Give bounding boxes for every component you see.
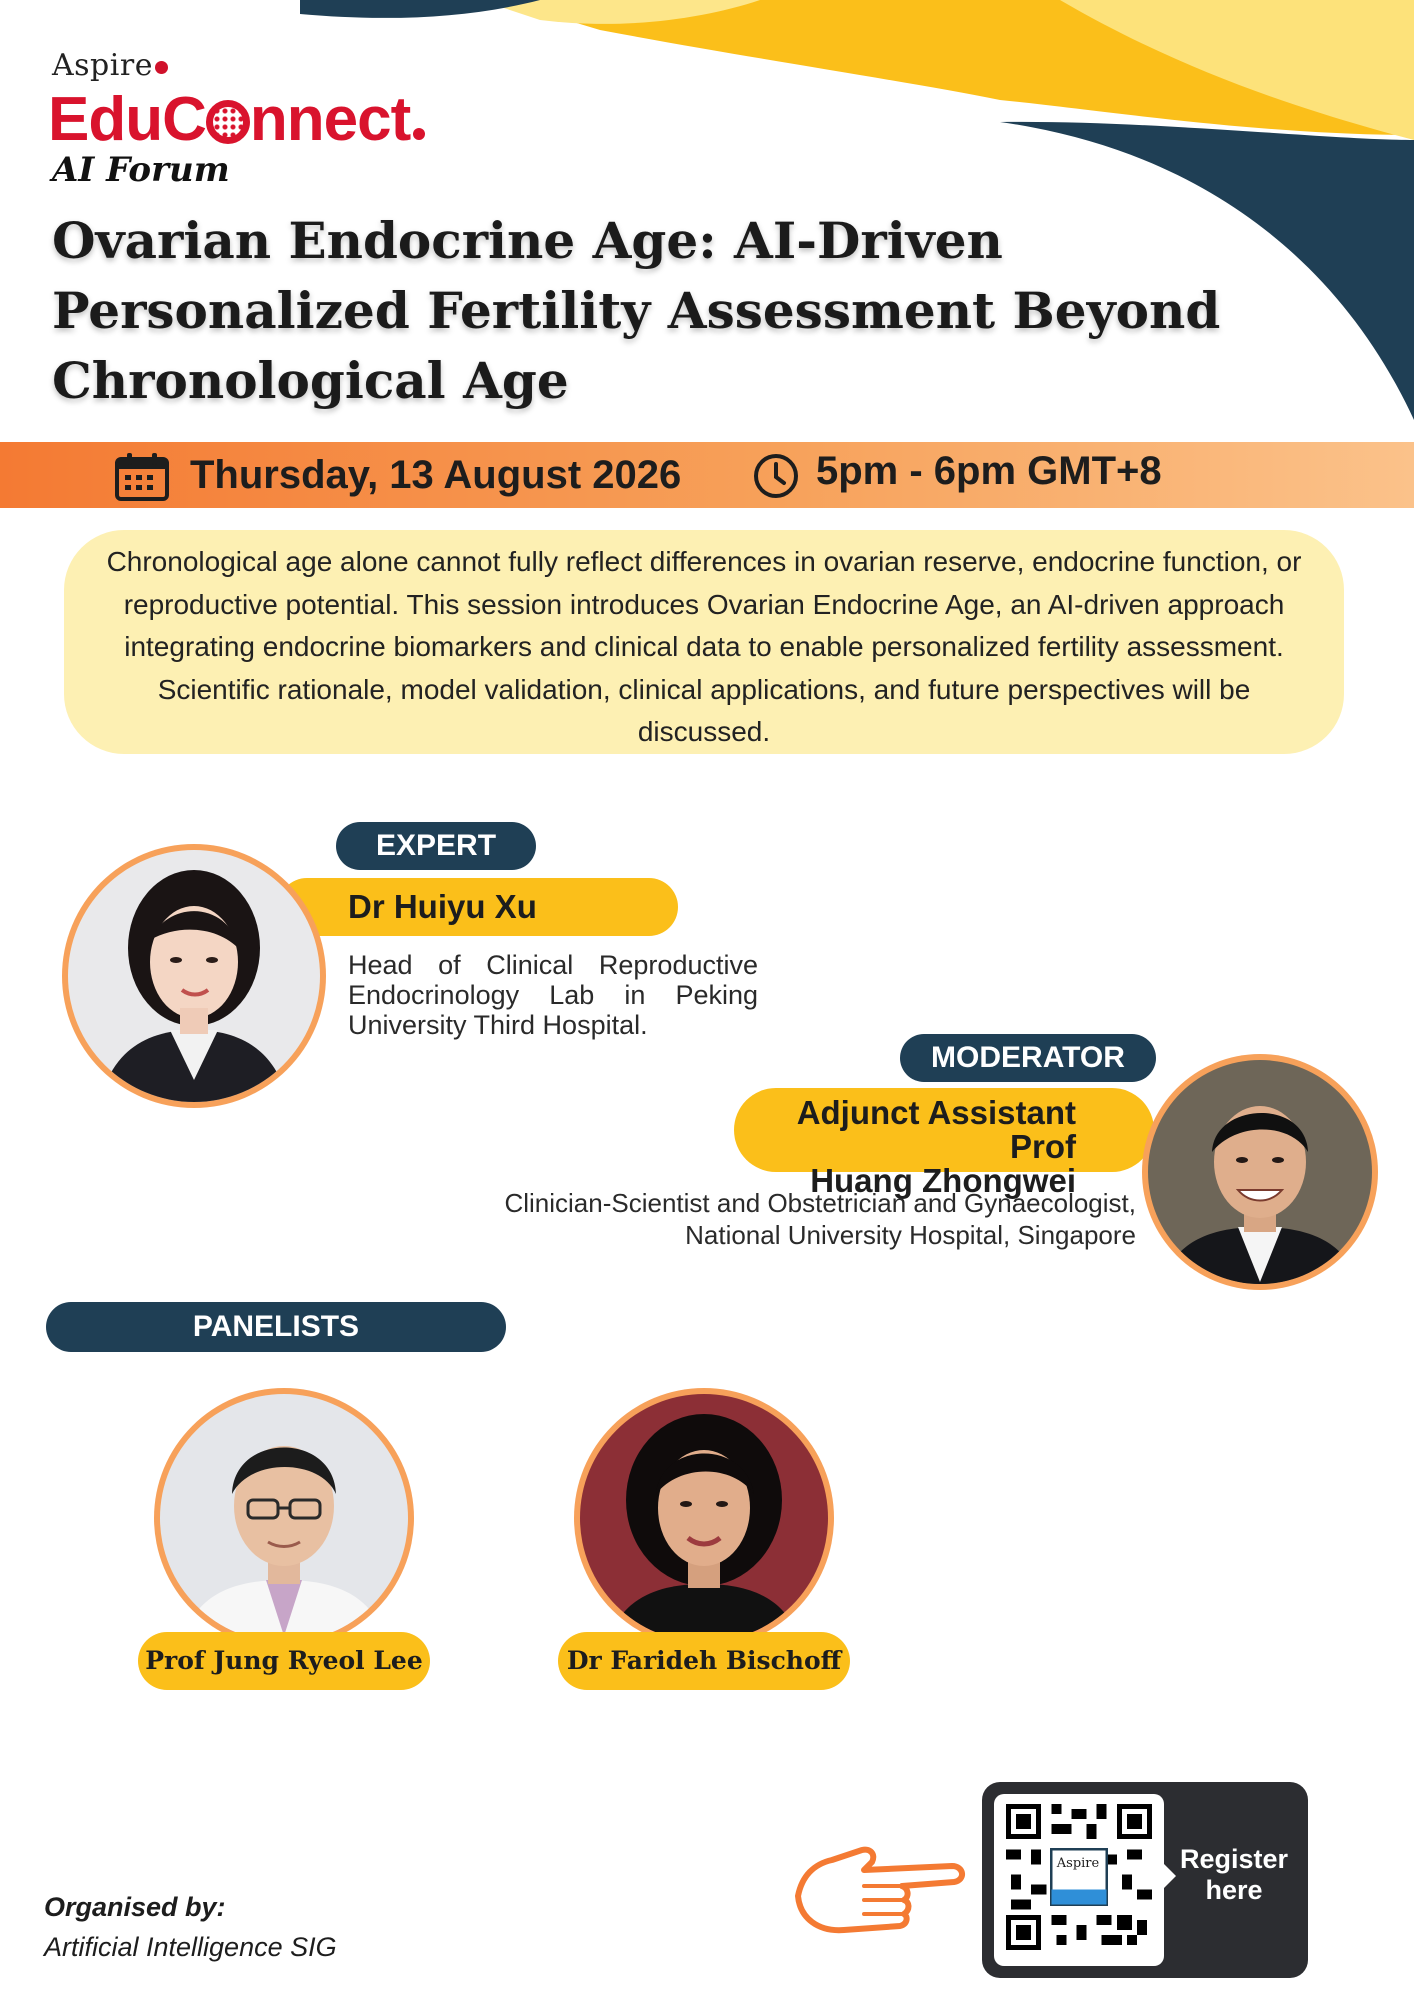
organised-by-label: Organised by: [44,1892,226,1922]
logo-dot-icon [155,61,168,74]
expert-role-label: EXPERT [336,822,536,870]
event-date: Thursday, 13 August 2026 [190,453,682,497]
aspire-logo-text: Aspire [52,48,168,83]
pointing-hand-icon [792,1836,972,1936]
register-line2[interactable]: here [1205,1875,1263,1905]
moderator-affiliation-line1: Clinician-Scientist and Obstetrician and Gynaecologist, [504,1188,1136,1218]
expert-affiliation: Head of Clinical Reproductive Endocrinology Lab in Peking University Third Hospital. [348,950,758,1040]
clock-icon [752,452,800,500]
moderator-affiliation [380,1187,1136,1251]
moderator-role-label: MODERATOR [900,1034,1156,1082]
logo-ring-icon [206,100,250,144]
qr-aspire-logo: Aspire [1056,1856,1100,1871]
event-time: 5pm - 6pm GMT+8 [816,449,1162,493]
logo-dot-icon [413,128,425,140]
event-description: Chronological age alone cannot fully reflect differences in ovarian reserve, endocrine function, or reproductive potential. This session introduces Ovarian Endocrine Age, an AI-driven approach integrating endocrine biomarkers and clinical data to enable personalized fertility assessment. Scientific rationale, model validation, clinical applications, and future perspectives will be discussed. [106,546,1302,747]
moderator-name-line1: Adjunct Assistant Prof [796,1094,1076,1165]
event-title: Ovarian Endocrine Age: AI-Driven Personalized Fertility Assessment Beyond Chronological Age [52,211,1221,410]
panelists-label: PANELISTS [46,1302,506,1352]
moderator-name [734,1088,1154,1199]
educonnect-logo: EduC nnect [48,84,425,155]
forum-label: AI Forum [52,150,230,190]
register-line1[interactable]: Register [1179,1844,1289,1874]
register-link[interactable] [1172,1844,1296,1906]
moderator-photo [1140,1052,1380,1292]
panelist-name-1: Prof Jung Ryeol Lee [138,1632,430,1690]
expert-photo [58,840,330,1112]
calendar-icon [114,452,170,502]
expert-name: Dr Huiyu Xu [278,878,678,936]
panelist-photo-1 [150,1384,418,1652]
moderator-affiliation-line2: National University Hospital, Singapore [685,1220,1136,1250]
organiser-name: Artificial Intelligence SIG [44,1932,337,1962]
panelist-name-2: Dr Farideh Bischoff [558,1632,850,1690]
moderator-name-line2: Huang Zhongwei [810,1162,1076,1199]
qr-code-icon[interactable] [1006,1804,1152,1950]
panelist-photo-2 [570,1384,838,1652]
